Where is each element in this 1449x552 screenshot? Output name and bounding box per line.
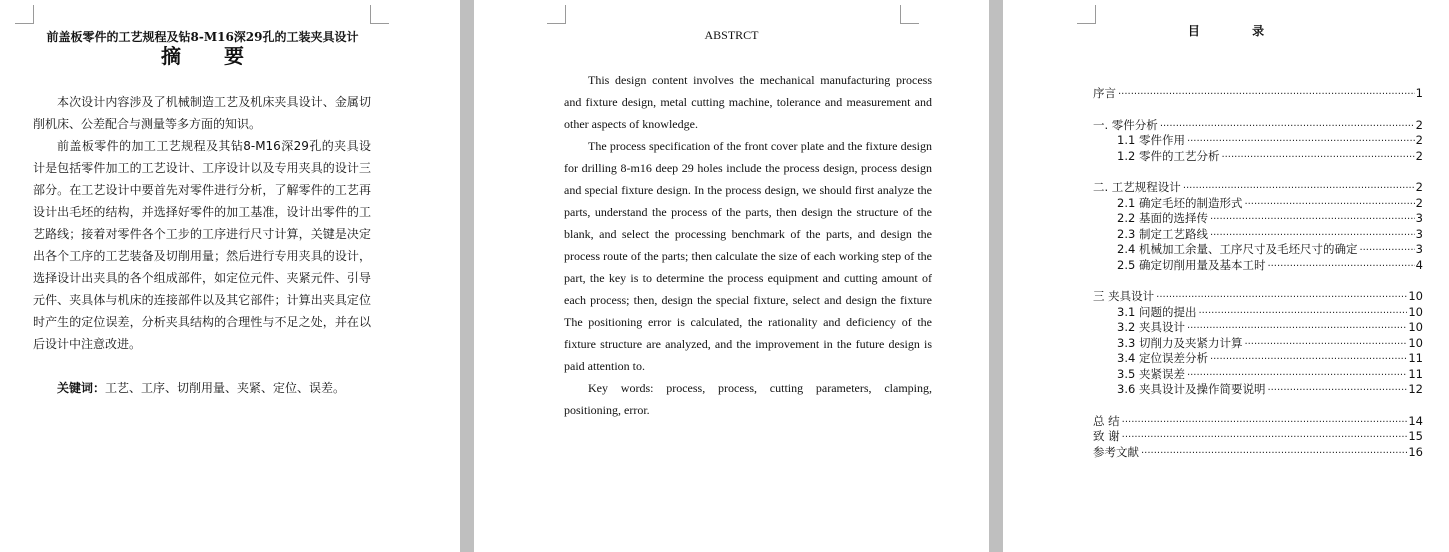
toc-entry-text: 三 夹具设计 [1093,289,1155,303]
abstract-paragraph-en: This design content involves the mechanical manufacturing process and fixture design, metal cutting machine, tolerance and measurement and other aspects of knowledge. [564,73,932,131]
toc-leader-dots [1141,446,1407,462]
toc-page-number: 10 [1408,335,1423,350]
toc-entry[interactable] [1093,336,1423,352]
page-abstract-en [474,0,989,552]
toc-entry[interactable] [1093,414,1423,430]
abstract-title-en: ABSTRCT [704,28,759,42]
toc-leader-dots [1267,383,1407,399]
toc-entry[interactable] [1093,320,1423,336]
toc-page-number: 4 [1415,257,1423,272]
toc-entry[interactable] [1093,180,1423,196]
document-title: 前盖板零件的工艺规程及钻8-M16深29孔的工装夹具设计 [46,30,359,44]
toc-leader-dots [1267,259,1414,275]
toc-leader-dots [1210,352,1407,368]
toc-entry-text: 参考文献 [1093,444,1139,459]
toc-entry-text: 序言 [1093,86,1116,100]
keywords-en: Key words: process, process, cutting parameters, clamping, positioning, error. [564,381,932,417]
toc-entry[interactable] [1093,227,1423,243]
toc-entry-text: 3.2 夹具设计 [1117,320,1185,334]
toc-leader-dots [1122,430,1408,446]
keywords-line [33,377,371,399]
abstract-paragraph: 本次设计内容涉及了机械制造工艺及机床夹具设计、金属切削机床、公差配合与测量等多方面的知识。 [33,95,371,131]
toc-gap [1093,398,1423,414]
toc-leader-dots [1160,119,1415,135]
toc-leader-dots [1187,134,1415,150]
toc-entry-text: 3.3 切削力及夹紧力计算 [1117,335,1243,350]
toc-entry[interactable] [1093,289,1423,305]
toc-entry[interactable] [1093,196,1423,212]
toc-page-number: 16 [1408,444,1423,459]
toc-entry-text: 二. 工艺规程设计 [1093,180,1181,194]
page-abstract-cn [0,0,460,552]
toc-leader-dots [1156,290,1407,306]
toc-entry-text: 3.1 问题的提出 [1117,304,1197,319]
crop-mark [15,5,34,24]
toc-page-number: 2 [1415,117,1423,132]
toc-entry-text: 2.2 基面的选择传 [1117,211,1208,225]
abstract-paragraph: 前盖板零件的加工工艺规程及其钻8-M16深29孔的夹具设计是包括零件加工的工艺设计、工序设计以及专用夹具的设计三部分。在工艺设计中要首先对零件进行分析，了解零件的工艺再设计出毛坯的结构，并选择好零件的加工基准，设计出零件的工艺路线；接着对零件各个工步的工序进行尺寸计算，关键是决定出各个工序的工艺装备及切削用量；然后进行专用夹具的设计，选择设计出夹具的各个组成部件，如定位元件、夹紧元件、引导元件、夹具体与机床的连接部件以及其它部件；计算出夹具定位时产生的定位误差，分析夹具结构的合理性与不足之处，并在以后设计中注意改进。 [33,139,371,351]
abstract-body [33,91,371,399]
toc-leader-dots [1210,212,1415,228]
toc-page-number: 10 [1408,304,1423,319]
toc-leader-dots [1122,415,1408,431]
toc-entry[interactable] [1093,258,1423,274]
toc-page-number: 2 [1415,195,1423,210]
toc-page-number: 3 [1415,211,1423,225]
toc-entry[interactable] [1093,149,1423,165]
toc-entry-text: 3.5 夹紧误差 [1117,366,1185,381]
page-table-of-contents [1003,0,1449,552]
toc-leader-dots [1210,228,1415,244]
toc-entry-text: 2.3 制定工艺路线 [1117,226,1208,241]
keywords-label: 关键词： [57,381,106,395]
toc-entry-text: 2.4 机械加工余量、工序尺寸及毛坯尺寸的确定 [1117,242,1358,256]
toc-title: 目 录 [1187,24,1289,38]
toc-leader-dots [1118,87,1415,103]
toc-page-number: 14 [1408,413,1423,428]
toc-entry[interactable] [1093,211,1423,227]
abstract-paragraph-en: The process specification of the front cover plate and the fixture design for drilling 8-m16 deep 29 holes include the process design, process design and special fixture design. In the process design, we should first analyze the parts, understand the process of the parts, then design the structure of the blank, and select the processing benchmark of the parts, and design the process route of the parts; then calculate the size of each working step of the part, the key is to determine the process equipment and cutting amount of each process; then, design the special fixture, select and design the fixture The positioning error is calculated, the rationality and deficiency of the fixture structure are analyzed, and the improvement in the future design is paid attention to. [564,139,932,373]
toc-page-number: 2 [1415,180,1423,194]
toc-entry-text: 一. 零件分析 [1093,117,1158,132]
abstract-heading: 摘 要 [161,44,262,68]
toc-entry-text: 1.1 零件作用 [1117,133,1185,147]
toc-entry-text: 1.2 零件的工艺分析 [1117,148,1220,163]
crop-mark [900,5,919,24]
toc-entry-text: 3.4 定位误差分析 [1117,351,1208,365]
toc-gap [1093,273,1423,289]
crop-mark [547,5,566,24]
toc-leader-dots [1244,197,1414,213]
toc-leader-dots [1244,337,1407,353]
toc-entry[interactable] [1093,133,1423,149]
toc-leader-dots [1187,321,1407,337]
toc-page-number: 2 [1415,148,1423,163]
toc-entry-text: 致 谢 [1093,429,1120,443]
toc-page-number: 11 [1408,366,1423,381]
toc-entry[interactable] [1093,305,1423,321]
toc-entry[interactable] [1093,382,1423,398]
keywords-text: 工艺、工序、切削用量、夹紧、定位、误差。 [105,381,346,395]
toc-entry-text: 3.6 夹具设计及操作简要说明 [1117,382,1266,396]
toc-leader-dots [1187,368,1407,384]
toc-page-number: 15 [1408,429,1423,443]
toc-entry-text: 2.5 确定切削用量及基本工时 [1117,257,1266,272]
toc-entry[interactable] [1093,118,1423,134]
toc-leader-dots [1198,306,1407,322]
toc-entry[interactable] [1093,242,1423,258]
toc-entry[interactable] [1093,429,1423,445]
toc-page-number: 3 [1415,242,1423,256]
toc-gap [1093,102,1423,118]
toc-leader-dots [1183,181,1415,197]
toc-entry[interactable] [1093,445,1423,461]
toc-leader-dots [1221,150,1414,166]
toc-page-number: 1 [1415,86,1423,100]
toc-page-number: 11 [1408,351,1423,365]
toc-page-number: 12 [1408,382,1423,396]
toc-entry-text: 2.1 确定毛坯的制造形式 [1117,195,1243,210]
toc-page-number: 3 [1415,226,1423,241]
toc-entry[interactable] [1093,86,1423,102]
toc-list [1093,86,1423,460]
toc-page-number: 2 [1415,133,1423,147]
toc-leader-dots [1359,243,1414,259]
toc-entry[interactable] [1093,367,1423,383]
crop-mark [370,5,389,24]
toc-page-number: 10 [1408,289,1423,303]
toc-entry[interactable] [1093,351,1423,367]
abstract-body-en [564,69,932,421]
toc-page-number: 10 [1408,320,1423,334]
toc-gap [1093,164,1423,180]
toc-entry-text: 总 结 [1093,413,1120,428]
